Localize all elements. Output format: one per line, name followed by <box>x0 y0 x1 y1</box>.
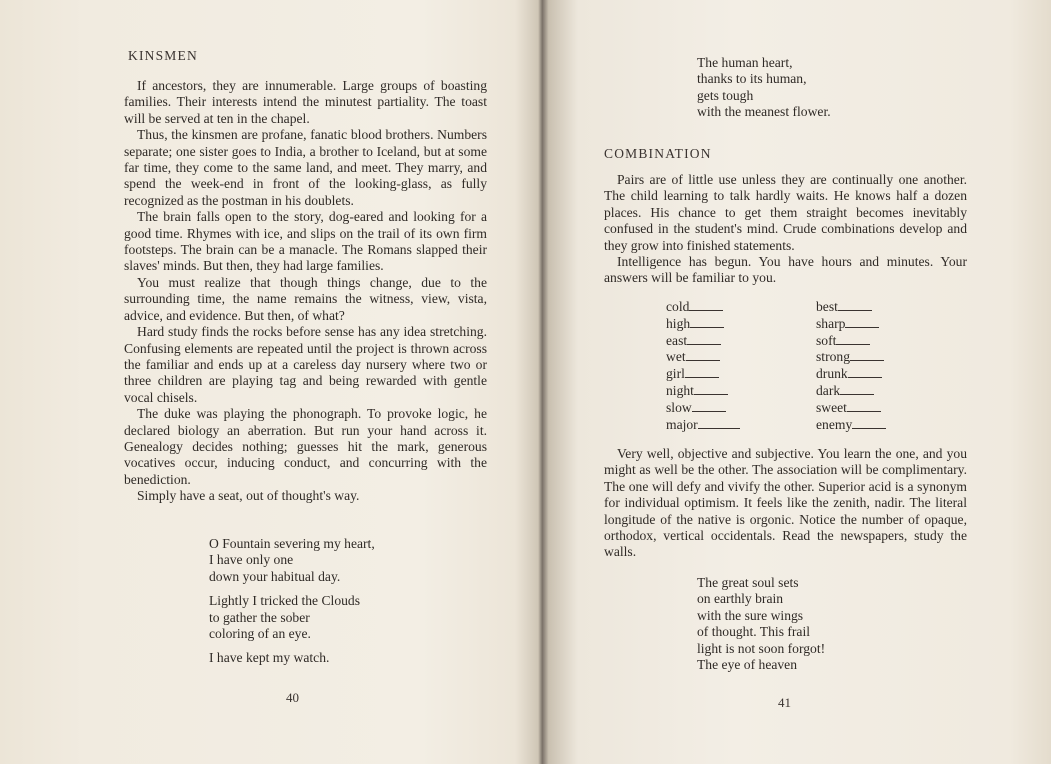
word-list-item: cold <box>666 299 740 316</box>
word-list-item: high <box>666 316 740 333</box>
left-verse <box>209 536 375 667</box>
verse-line: of thought. This frail <box>697 624 811 640</box>
verse-line: gets tough <box>697 87 754 103</box>
word-list-item: night <box>666 383 740 400</box>
paragraph: Hard study finds the rocks before sense has any idea stretching. Confusing elements are repeated until the project is thrown across the familiar and ends up at a careless day nursery where two or three children are playing tag and being rewarded with gentle vocal chisels. <box>124 324 487 405</box>
verse-line: I have only one <box>209 552 294 568</box>
paragraph: Pairs are of little use unless they are continually one another. The child learning to talk hardly waits. He knows half a dozen places. His chance to get them straight becomes inevitably confused in the student's mind. Crude combinations develop and they grow into finished statements. <box>604 172 967 253</box>
paragraph: Thus, the kinsmen are profane, fanatic blood brothers. Numbers separate; one sister goes to India, a brother to Iceland, but at some far time, they come to the same land, and meet. They marry, and spend the week-end in front of the looking-glass, as fully recognized as the postman in his doublets. <box>124 127 487 208</box>
word-list-item: sweet <box>816 400 886 417</box>
closing-verse <box>697 575 825 673</box>
section-heading-combination: COMBINATION <box>604 146 712 161</box>
paragraph: You must realize that though things change, due to the surrounding time, the name remains the witness, view, vista, advice, and evidence. But then, of what? <box>124 274 487 323</box>
page-number: 41 <box>778 695 791 710</box>
verse-line: The great soul sets <box>697 575 799 590</box>
word-list-item: sharp <box>816 316 886 333</box>
verse-line: The human heart, <box>697 55 793 70</box>
verse-line: The eye of heaven <box>697 657 798 673</box>
verse-line: with the meanest flower. <box>697 104 831 120</box>
paragraph: Intelligence has begun. You have hours and minutes. Your answers will be familiar to you. <box>604 254 967 286</box>
section-heading-kinsmen: KINSMEN <box>128 48 198 63</box>
right-page <box>548 0 1051 764</box>
verse-line: to gather the sober <box>209 609 310 625</box>
right-prose <box>604 172 967 287</box>
closing-prose <box>604 446 967 561</box>
paragraph: Very well, objective and subjective. You learn the one, and you might as well be the other. The association will be complimentary. The one will defy and vivify the other. Superior acid is a synonym for individual optimism. It feels like the zenith, nadir. The literal longitude of the native is orgonic. Notice the number of opaque, orthodox, vertical occidentals. Read the newspapers, study the walls. <box>604 446 967 560</box>
paragraph: Simply have a seat, out of thought's way. <box>137 488 360 504</box>
word-list-item: girl <box>666 366 740 383</box>
verse-line: down your habitual day. <box>209 568 341 584</box>
word-list-item: strong <box>816 349 886 366</box>
word-list-item: enemy <box>816 417 886 434</box>
verse-line: coloring of an eye. <box>209 626 311 642</box>
word-list-item: major <box>666 417 740 434</box>
verse-line: light is not soon forgot! <box>697 640 826 656</box>
word-list-item: wet <box>666 349 740 366</box>
verse-line: thanks to its human, <box>697 71 807 87</box>
opening-verse <box>697 55 831 121</box>
word-list-item: slow <box>666 400 740 417</box>
paragraph: If ancestors, they are innumerable. Large groups of boasting families. Their interests intend the minutest partiality. The toast will be served at ten in the chapel. <box>124 78 487 126</box>
word-list-item: soft <box>816 333 886 350</box>
verse-line: I have kept my watch. <box>209 650 330 666</box>
word-list-item: best <box>816 299 886 316</box>
left-prose <box>124 78 487 505</box>
word-list-item: east <box>666 333 740 350</box>
verse-line: with the sure wings <box>697 607 804 623</box>
paragraph: The brain falls open to the story, dog-eared and looking for a good time. Rhymes with ice, and slips on the trail of its own firm footsteps. The brain can be a manacle. The Romans slapped their slaves' minds. But then, they had large families. <box>124 209 487 274</box>
word-list-item: drunk <box>816 366 886 383</box>
page-number: 40 <box>286 690 299 705</box>
paragraph: The duke was playing the phonograph. To provoke logic, he declared biology an aberration. But run your hand across it. Genealogy decides nothing; guesses hit the mark, generous vocatives occur, inducing conduct, and concurring with the benediction. <box>124 406 487 487</box>
verse-line: on earthly brain <box>697 591 784 607</box>
word-list-item: dark <box>816 383 886 400</box>
word-list-right <box>816 299 886 433</box>
verse-line: O Fountain severing my heart, <box>209 536 375 551</box>
word-list-left <box>666 299 740 433</box>
verse-line: Lightly I tricked the Clouds <box>209 593 361 609</box>
